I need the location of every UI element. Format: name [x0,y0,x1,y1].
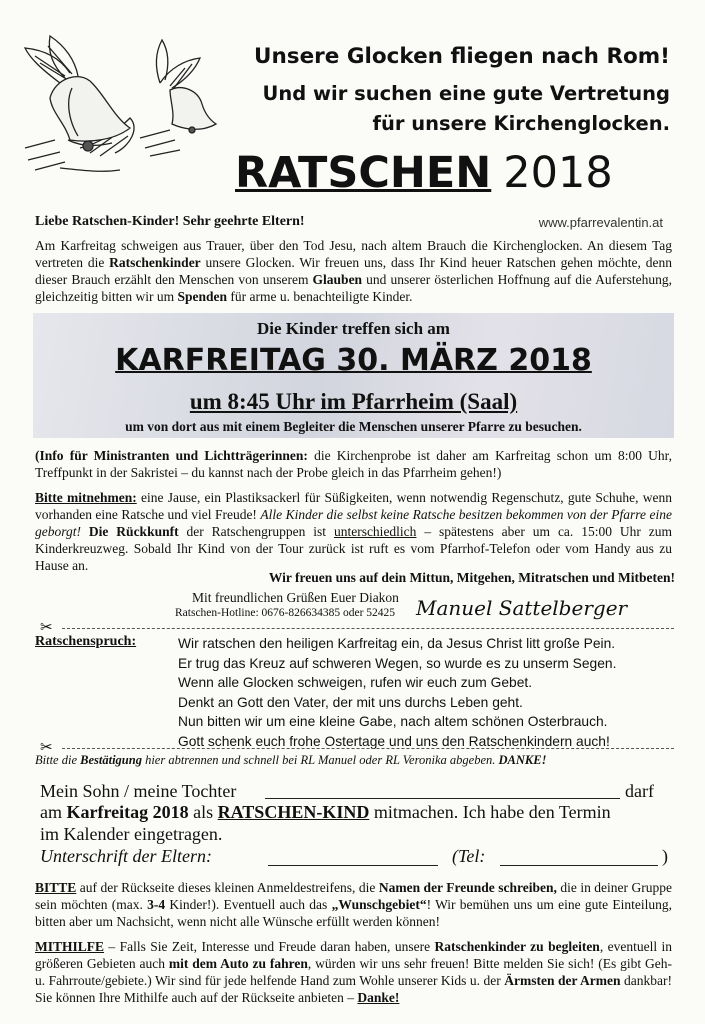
regards-line: Mit freundlichen Grüßen Euer Diakon [192,590,399,605]
headline-line-2: Und wir suchen eine gute Vertretung [262,82,670,105]
signature [412,587,640,627]
main-title-word: RATSCHEN [235,148,492,198]
hotline: Ratschen-Hotline: 0676-826634385 oder 52425 [175,607,396,619]
verse-line: Gott schenk euch frohe Ostertage und uns den Ratschenkindern auch! [178,733,610,749]
phone-field[interactable] [500,865,658,866]
main-title [235,148,675,198]
salutation: Liebe Ratschen-Kinder! Sehr geehrte Eltern! [35,214,305,229]
main-title-year: 2018 [503,148,613,198]
meeting-banner [33,313,674,438]
parent-signature-field[interactable] [268,865,438,866]
form-line-3: im Kalender eingetragen. [40,824,223,844]
ratschenspruch-label: Ratschenspruch: [35,634,137,649]
svg-text:Manuel Sattelberger: Manuel Sattelberger [416,596,628,620]
scissors-icon: ✂ [40,620,53,636]
intro-paragraph: Am Karfreitag schweigen aus Trauer, über den Tod Jesu, nach altem Brauch die Kirchenglocken. An diesem Tag vertreten die Ratschenkinder unsere Glocken. Wir freuen uns, dass Ihr Kind heuer Ratschen gehen möchte, denn dieser Brauch erzählt den Menschen von unserem Glauben und unserer österlichen Hoffnung auf die Auferstehung, gleichzeitig bitten wir um Spenden für arme u. benachteiligte Kinder. [35,238,673,304]
return-note: Bitte die Bestätigung hier abtrennen und schnell bei RL Manuel oder RL Veronika abgeben. DANKE! [35,753,547,767]
verse-line: Wenn alle Glocken schweigen, rufen wir euch zum Gebet. [178,675,533,690]
meeting-date: KARFREITAG 30. MÄRZ 2018 [115,343,592,378]
phone-close-paren: ) [662,846,668,866]
headline-line-1: Unsere Glocken fliegen nach Rom! [254,44,670,69]
meeting-intro: Die Kinder treffen sich am [257,319,450,338]
verse-line: Er trug das Kreuz auf schweren Wegen, so wurde es zu unserm Segen. [178,655,617,671]
verse-line: Nun bitten wir um eine kleine Gabe, nach altem schönen Osterbrauch. [178,714,608,729]
bring-along-paragraph: Bitte mitnehmen: eine Jause, ein Plastiksackerl für Süßigkeiten, wenn notwendig Regenschutz, gute Schuhe, wenn vorhanden eine Ratsche und viel Freude! Alle Kinder die selbst keine Ratsche besitzen bekommen von der Pfarre eine geborgt! Die Rückkunft der Ratschengruppen ist unterschiedlich – spätestens aber um ca. 15:00 Uhr zum Kinderkreuzweg. Sobald Ihr Kind von der Tour zurück ist ruft es vom Pfarrhof-Telefon oder vom Handy aus zu Hause an. [35,490,673,573]
parent-signature-label: Unterschrift der Eltern: [40,846,212,866]
verse-line: Wir ratschen den heiligen Karfreitag ein, da Jesus Christ litt große Pein. [178,636,616,651]
form-darf: darf [625,781,654,801]
meeting-time-place: um 8:45 Uhr im Pfarrheim (Saal) [189,389,518,414]
cut-line [62,628,674,629]
scissors-icon: ✂ [40,740,53,756]
headline-line-3: für unsere Kirchenglocken. [372,112,670,135]
website-link[interactable]: www.pfarrevalentin.at [538,215,663,230]
phone-label: (Tel: [452,846,486,866]
info-ministrants: (Info für Ministranten und Lichtträgerinnen: die Kirchenprobe ist daher am Karfreitag schon um 8:00 Uhr, Treffpunkt in der Sakristei – du kannst nach der Probe gleich in das Pfarrheim gehen!) [35,448,672,480]
flying-bells-illustration [20,28,220,178]
form-child-label: Mein Sohn / meine Tochter [40,781,237,801]
form-line-2: am Karfreitag 2018 als RATSCHEN-KIND mitmachen. Ich habe den Termin [40,802,611,822]
closing-line: Wir freuen uns auf dein Mittun, Mitgehen, Mitratschen und Mitbeten! [268,570,675,585]
verse-line: Denkt an Gott den Vater, der mit uns durchs Leben geht. [178,694,523,710]
friends-request-paragraph: BITTE auf der Rückseite dieses kleinen Anmeldestreifens, die Namen der Freunde schreiben, die in deiner Gruppe sein möchten (max. 3-4 Kinder!). Eventuell auch das „Wunschgebiet“! Wir bemühen uns um eine gute Einteilung, bitten aber um Nachsicht, wenn nicht alle Wünsche erfüllt werden können! [35,880,672,929]
cut-line [62,748,674,749]
help-request-paragraph: MITHILFE – Falls Sie Zeit, Interesse und Freude daran haben, unsere Ratschenkinder zu begleiten, eventuell in größeren Gebieten auch mit dem Auto zu fahren, würden wir uns sehr freuen! Bitte melden Sie sich! (Es gibt Geh- u. Fahrroute/gebiete.) Wir sind für jede helfende Hand zum Wohle unserer Kids u. der Ärmsten der Armen dankbar! Sie können Ihre Mithilfe auch auf der Rückseite anbieten – Danke! [35,939,673,1005]
ratschenspruch-verse [178,634,616,751]
child-name-field[interactable] [265,798,620,799]
meeting-purpose: um von dort aus mit einem Begleiter die Menschen unserer Pfarre zu besuchen. [125,419,582,434]
